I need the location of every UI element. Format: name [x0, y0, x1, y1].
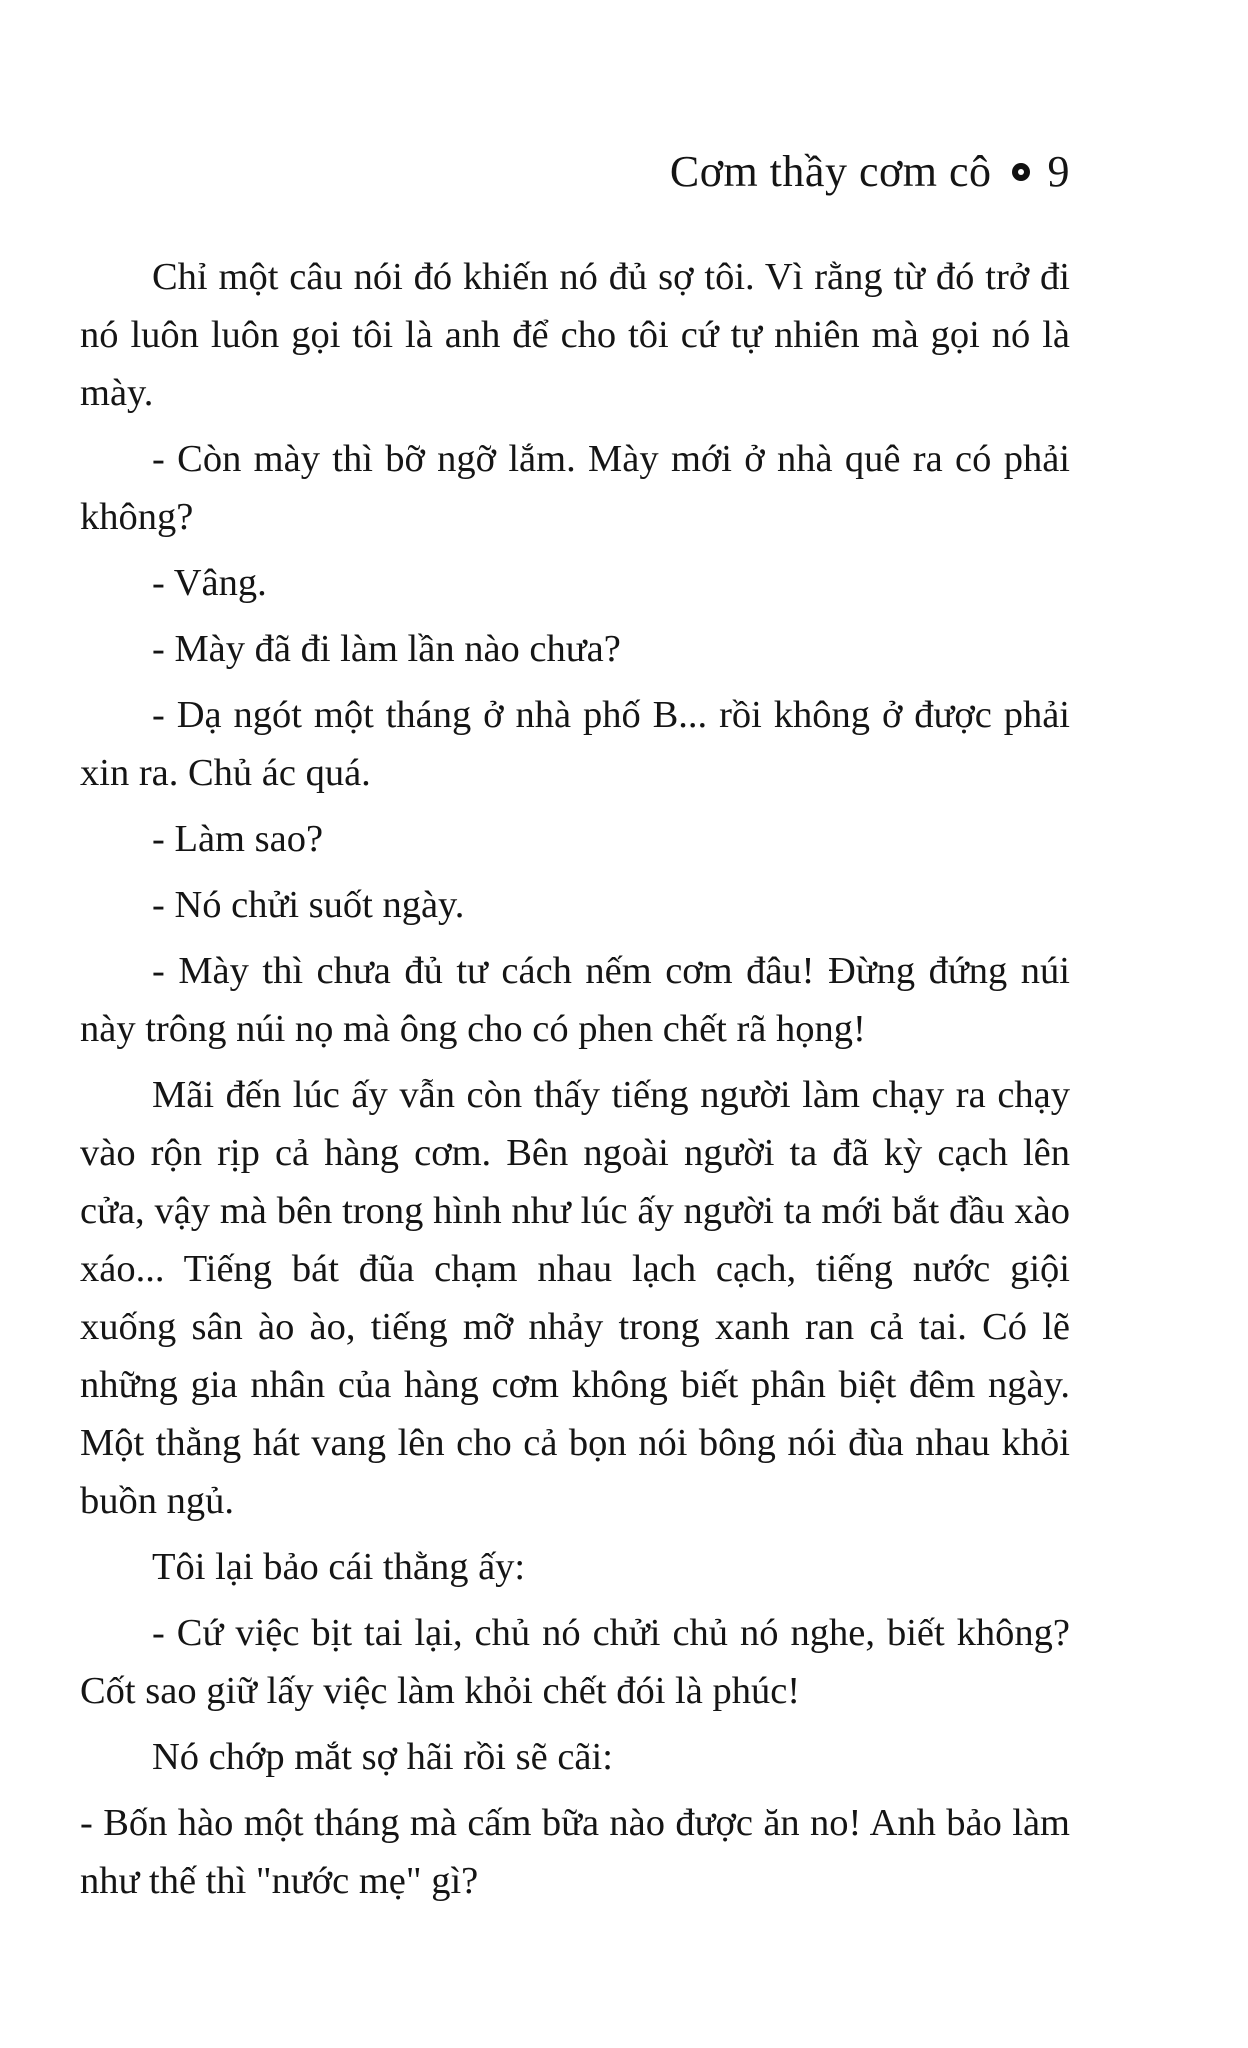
dialogue-line: - Bốn hào một tháng mà cấm bữa nào được ăn no! Anh bảo làm như thế thì "nước mẹ" gì?	[80, 1802, 1070, 1902]
chapter-title: Cơm thầy cơm cô	[669, 147, 992, 196]
body-text	[80, 248, 1070, 1918]
dialogue-line: - Dạ ngót một tháng ở nhà phố B... rồi không ở được phải xin ra. Chủ ác quá.	[80, 694, 1070, 794]
paragraph: Mãi đến lúc ấy vẫn còn thấy tiếng người làm chạy ra chạy vào rộn rịp cả hàng cơm. Bên ngoài người ta đã kỳ cạch lên cửa, vậy mà bên trong hình như lúc ấy người ta mới bắt đầu xào xáo... Tiếng bát đũa chạm nhau lạch cạch, tiếng nước giội xuống sân ào ào, tiếng mỡ nhảy trong xanh ran cả tai. Có lẽ những gia nhân của hàng cơm không biết phân biệt đêm ngày. Một thằng hát vang lên cho cả bọn nói bông nói đùa nhau khỏi buồn ngủ.	[80, 1074, 1070, 1522]
circle-ornament-icon	[1012, 163, 1030, 181]
dialogue-line: - Mày đã đi làm lần nào chưa?	[152, 628, 621, 670]
paragraph: Tôi lại bảo cái thằng ấy:	[152, 1546, 526, 1588]
dialogue-line: - Nó chửi suốt ngày.	[152, 884, 465, 926]
dialogue-line: - Mày thì chưa đủ tư cách nếm cơm đâu! Đừng đứng núi này trông núi nọ mà ông cho có phen chết rã họng!	[80, 950, 1070, 1050]
paragraph: Nó chớp mắt sợ hãi rồi sẽ cãi:	[152, 1736, 613, 1778]
running-head	[669, 147, 1070, 196]
dialogue-line: - Vâng.	[152, 562, 267, 604]
paragraph: Chỉ một câu nói đó khiến nó đủ sợ tôi. Vì rằng từ đó trở đi nó luôn luôn gọi tôi là anh để cho tôi cứ tự nhiên mà gọi nó là mày.	[80, 256, 1070, 414]
page-number: 9	[1047, 147, 1070, 196]
dialogue-line: - Làm sao?	[152, 818, 324, 860]
dialogue-line: - Còn mày thì bỡ ngỡ lắm. Mày mới ở nhà quê ra có phải không?	[80, 438, 1070, 538]
dialogue-line: - Cứ việc bịt tai lại, chủ nó chửi chủ nó nghe, biết không? Cốt sao giữ lấy việc làm khỏi chết đói là phúc!	[80, 1612, 1070, 1712]
